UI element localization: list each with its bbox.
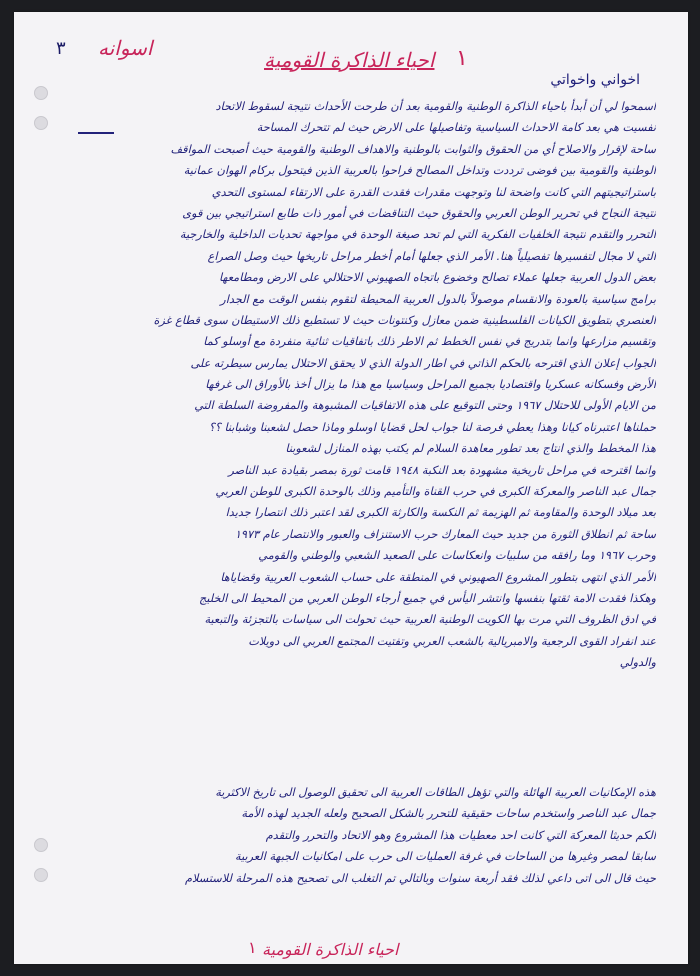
- paragraph-1: [42, 96, 656, 674]
- handwritten-page: [14, 12, 688, 964]
- text-line: نتيجة النجاح في تحرير الوطن العربي والحقوق حيث التناقضات في أمور ذات طابع استراتيجي بين قوى: [182, 206, 656, 220]
- text-line: الجواب إعلان الذي اقترحه بالحكم الذاتي في اطار الدولة الذي لا يحقق الاحتلال يمارس سيطرته على: [190, 356, 656, 370]
- text-line: هذا المخطط والذي انتاج بعد تطور معاهدة السلام لم يكتب بهذه المنازل لشعوبنا: [285, 442, 656, 456]
- text-line: نفسيت هي بعد كامة الاحداث السياسية وتفاصيلها على الارض حيث لم تتحرك المساحة: [256, 121, 656, 135]
- text-line: بعض الدول العربية جعلها عملاء تصالح وخضوع باتجاه الصهيوني الاحتلالي على الارض ومطامعها: [219, 271, 656, 285]
- text-line: التي لا مجال لتفسيرها تفصيلياً هنا. الأمر الذي جعلها أمام أخطر مراحل تاريخها حيث وصل الصراع: [207, 249, 656, 263]
- text-line: في ادق الظروف التي مرت بها الكويت الوطنية العربية حيث تحولت الى سياسات بالتجزئة والتبعية: [204, 613, 656, 627]
- text-line: جمال عبد الناصر والمعركة الكبرى في حرب القناة والتأميم وذلك بالوحدة الكبرى للوطن العربي: [215, 485, 656, 499]
- text-line: باستراتيجيتهم التي كانت واضحة لنا وتوجهت مقدرات فقدت القدرة على الارتقاء لمستوى التحدي: [211, 185, 656, 199]
- footer-heading: احياء الذاكرة القومية: [262, 940, 399, 959]
- text-line: العنصري بتطويق الكيانات الفلسطينية ضمن معازل وكنتونات حيث لا تستطيع ذلك الاستيطان سوى قطاع غزة: [153, 313, 656, 327]
- corner-label: اسوانه: [98, 36, 153, 60]
- text-line: هذه الإمكانيات العربية الهائلة والتي تؤهل الطاقات العربية الى تحقيق الوصول الى تاريخ الاكثرية: [215, 786, 656, 799]
- text-line: برامج سياسية بالعودة والانقسام موصولاً بالدول العربية المحيطة لتقوم بنفس الوقت مع الجدار: [220, 292, 656, 306]
- page-heading: احياء الذاكرة القومية: [264, 48, 435, 72]
- text-line: وانما اقترحه في مراحل تاريخية مشهودة بعد النكبة ١٩٤٨ قامت ثورة بمصر بقيادة عبد الناصر: [228, 463, 656, 477]
- heading-number: ١: [456, 46, 468, 71]
- text-line: ساحة ثم انطلاق الثورة من جديد حيث المعارك حرب الاستنزاف والعبور والانتصار عام ١٩٧٣: [234, 527, 656, 541]
- text-line: التحرر والتقدم نتيجة الخلفيات الفكرية التي لم تحد صيغة الوحدة في مواجهة تحديات الداخلية والخارجية: [179, 228, 656, 242]
- text-line: الأرض وفسكانه عسكريا واقتصاديا بجميع المراحل وسياسيا مع هذا ما يزال أخذ بالأوراق الى غرفها: [205, 378, 656, 392]
- text-line: من الايام الأولى للاحتلال ١٩٦٧ وحتى التوقيع على هذه الاتفاقيات المشبوهة والمفروضة السلطة التي: [194, 399, 656, 413]
- text-line: وحرب ١٩٦٧ وما رافقه من سلبيات وانعكاسات على الصعيد الشعبي والوطني والقومي: [258, 549, 656, 563]
- page-number: ٣: [56, 38, 66, 59]
- text-line: جمال عبد الناصر واستخدم ساحات حقيقية للتحرر بالشكل الصحيح ولعله الجديد لهذه الأمة: [241, 807, 656, 821]
- greeting: اخواني واخواتي: [550, 72, 640, 88]
- text-line: والدولي: [619, 656, 656, 670]
- text-line: بعد ميلاد الوحدة والمقاومة ثم الهزيمة ثم النكسة والكارثة الكبرى لقد اعتبر ذلك انتصارا جديدا: [225, 506, 656, 520]
- text-line: حيث قال الى اتى داعي لذلك فقد أربعة سنوات وبالتالي تم التغلب الى تصحيح هذه المرحلة للاستسلام: [185, 871, 656, 885]
- text-line: الوطنية والقومية بين فوضى ترددت وتداخل المصالح فراحوا بالعربية الذين فيتحول بركام الهوان عمانية: [183, 164, 656, 178]
- paragraph-2: [42, 782, 656, 889]
- text-line: اسمحوا لي أن أبدأ باحياء الذاكرة الوطنية والقومية بعد أن طرحت الأحداث نتيجة لسقوط الاتحاد: [215, 100, 656, 113]
- text-line: الكم حديثا المعركة التي كانت احد معطيات هذا المشروع وهو الاتحاد والتحرر والتقدم: [265, 828, 656, 842]
- text-line: الأمر الذي انتهى بتطور المشروع الصهيوني في المنطقة على حساب الشعوب العربية وقضاياها: [220, 570, 656, 584]
- text-line: سابقا لمصر وغيرها من الساحات في غرفة العمليات الى حرب على امكانيات الجبهة العربية: [235, 850, 656, 864]
- text-line: وهكذا فقدت الامة ثقتها بنفسها وانتشر اليأس في جميع أرجاء الوطن العربي من المحيط الى الخليج: [199, 591, 656, 605]
- text-line: وتقسيم مزارعها وانما بتدريج في نفس الخطط ثم الاطر ذلك باتفاقيات ثنائية منفردة مع أوسلو كما: [203, 335, 656, 349]
- footer-number: ١: [248, 938, 257, 957]
- text-line: ساحة لإقرار والاصلاح أي من الحقوق والثوابت بالوطنية والاهداف الوطنية والقومية حيث أصبحت المواقف: [170, 142, 656, 156]
- text-line: عند انفراد القوى الرجعية والامبريالية بالشعب العربي وتفتيت المجتمع العربي الى دويلات: [248, 634, 656, 648]
- text-line: حملناها اعتبرناه كيانا وهذا يعطي فرصة لنا جواب لحل قضايا اوسلو وماذا حصل لشعبنا وشبابنا ؟؟: [208, 420, 656, 434]
